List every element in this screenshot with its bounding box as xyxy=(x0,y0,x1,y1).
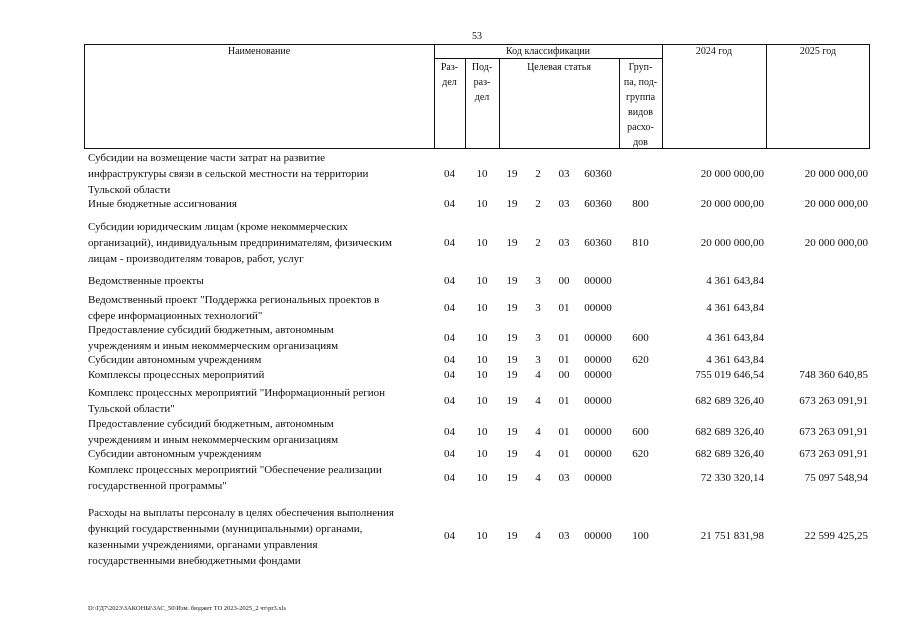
table-row xyxy=(84,385,870,417)
row-name-line: Субсидии на возмещение части затрат на развитие xyxy=(88,152,326,164)
celevaya-part4-cell: 00000 xyxy=(584,395,612,407)
celevaya-part2-cell: 2 xyxy=(535,237,541,249)
celevaya-part4-cell: 60360 xyxy=(584,237,612,249)
row-name-cell xyxy=(88,292,428,324)
celevaya-part3-cell: 03 xyxy=(558,530,570,542)
celevaya-part4-cell: 00000 xyxy=(584,332,612,344)
podrazdel-cell: 10 xyxy=(476,448,488,460)
podrazdel-cell: 10 xyxy=(476,168,488,180)
razdel-cell: 04 xyxy=(444,530,455,542)
razdel-cell: 04 xyxy=(444,448,455,460)
row-name-line: государственной программы" xyxy=(88,480,227,492)
celevaya-part4-cell: 00000 xyxy=(584,472,612,484)
row-name-line: Тульской области xyxy=(88,184,171,196)
row-name-cell xyxy=(88,322,428,354)
podrazdel-cell: 10 xyxy=(476,354,488,366)
celevaya-part2-cell: 2 xyxy=(535,168,541,180)
row-name-line: Расходы на выплаты персоналу в целях обеспечения выполнения xyxy=(88,507,394,519)
row-name-cell xyxy=(88,150,428,198)
celevaya-part4-cell: 00000 xyxy=(584,354,612,366)
celevaya-part4-cell: 00000 xyxy=(584,426,612,438)
celevaya-part2-cell: 2 xyxy=(535,198,541,210)
celevaya-part4-cell: 00000 xyxy=(584,302,612,314)
celevaya-part4-cell: 00000 xyxy=(584,275,612,287)
celevaya-part4-cell: 00000 xyxy=(584,448,612,460)
razdel-cell: 04 xyxy=(444,168,455,180)
celevaya-part4-cell: 60360 xyxy=(584,198,612,210)
celevaya-part2-cell: 4 xyxy=(535,426,541,438)
row-name-cell xyxy=(88,385,428,417)
podrazdel-cell: 10 xyxy=(476,275,488,287)
table-row xyxy=(84,367,870,383)
amount-2024-cell: 682 689 326,40 xyxy=(695,448,764,460)
amount-2025-cell: 20 000 000,00 xyxy=(804,198,868,210)
vid-rashodov-cell: 620 xyxy=(632,354,649,366)
file-path-footer: D:\ГД7\2023\ЗАКОНЫ\ЗАС_50\Изм. бюджет ТО 2023-2025_2 чт\pr3.xls xyxy=(88,605,287,612)
razdel-cell: 04 xyxy=(444,302,455,314)
row-name-cell xyxy=(88,416,428,448)
row-name-line: учреждениям и иным некоммерческим организациям xyxy=(88,434,339,446)
razdel-cell: 04 xyxy=(444,198,455,210)
celevaya-part3-cell: 01 xyxy=(558,426,570,438)
row-name-line: Предоставление субсидий бюджетным, автономным xyxy=(88,324,334,336)
podrazdel-cell: 10 xyxy=(476,237,488,249)
podrazdel-cell: 10 xyxy=(476,530,488,542)
razdel-cell: 04 xyxy=(444,332,455,344)
table-row xyxy=(84,292,870,324)
row-name-line: Тульской области" xyxy=(88,403,175,415)
celevaya-part2-cell: 4 xyxy=(535,472,541,484)
row-name-line: Субсидии автономным учреждениям xyxy=(88,354,262,366)
header-podrazdel: Под- раз- дел xyxy=(471,62,493,103)
celevaya-part1-cell: 19 xyxy=(506,275,518,287)
celevaya-part1-cell: 19 xyxy=(506,369,518,381)
celevaya-part1-cell: 19 xyxy=(506,448,518,460)
row-name-line: Субсидии юридическим лицам (кроме некоммерческих xyxy=(88,221,348,233)
row-name-line: функций государственными (муниципальными) органами, xyxy=(88,523,363,535)
celevaya-part1-cell: 19 xyxy=(506,354,518,366)
vid-rashodov-cell: 600 xyxy=(632,332,649,344)
celevaya-part3-cell: 03 xyxy=(558,168,570,180)
celevaya-part1-cell: 19 xyxy=(506,198,518,210)
row-name-line: Комплексы процессных мероприятий xyxy=(88,369,265,381)
vid-rashodov-cell: 800 xyxy=(632,198,649,210)
vid-rashodov-cell: 620 xyxy=(632,448,649,460)
row-name-line: инфраструктуры связи в сельской местности на территории xyxy=(88,168,369,180)
razdel-cell: 04 xyxy=(444,275,455,287)
amount-2024-cell: 682 689 326,40 xyxy=(695,426,764,438)
celevaya-part1-cell: 19 xyxy=(506,426,518,438)
vid-rashodov-cell: 810 xyxy=(632,237,649,249)
razdel-cell: 04 xyxy=(444,395,455,407)
podrazdel-cell: 10 xyxy=(476,369,488,381)
celevaya-part3-cell: 03 xyxy=(558,472,570,484)
razdel-cell: 04 xyxy=(444,237,455,249)
vid-rashodov-cell: 600 xyxy=(632,426,649,438)
row-name-cell xyxy=(88,446,428,462)
celevaya-part1-cell: 19 xyxy=(506,395,518,407)
header-gruppa: Груп- па, под- группа видов расхо- дов xyxy=(623,62,658,148)
amount-2025-cell: 20 000 000,00 xyxy=(804,237,868,249)
row-name-line: сфере информационных технологий" xyxy=(88,310,263,322)
podrazdel-cell: 10 xyxy=(476,302,488,314)
row-name-line: государственными внебюджетными фондами xyxy=(88,555,301,567)
row-name-line: Субсидии автономным учреждениям xyxy=(88,448,262,460)
celevaya-part1-cell: 19 xyxy=(506,472,518,484)
celevaya-part3-cell: 01 xyxy=(558,448,570,460)
podrazdel-cell: 10 xyxy=(476,426,488,438)
celevaya-part2-cell: 4 xyxy=(535,369,541,381)
row-name-cell xyxy=(88,505,428,569)
amount-2024-cell: 4 361 643,84 xyxy=(706,354,764,366)
celevaya-part3-cell: 01 xyxy=(558,302,570,314)
celevaya-part1-cell: 19 xyxy=(506,168,518,180)
row-name-cell xyxy=(88,219,428,267)
celevaya-part2-cell: 4 xyxy=(535,448,541,460)
row-name-line: Ведомственный проект "Поддержка региональных проектов в xyxy=(88,294,380,306)
razdel-cell: 04 xyxy=(444,426,455,438)
razdel-cell: 04 xyxy=(444,472,455,484)
celevaya-part4-cell: 00000 xyxy=(584,530,612,542)
amount-2024-cell: 4 361 643,84 xyxy=(706,275,764,287)
row-name-line: Ведомственные проекты xyxy=(88,275,204,287)
row-name-line: Иные бюджетные ассигнования xyxy=(88,198,237,210)
row-name-line: организаций), индивидуальным предпринимателям, физическим xyxy=(88,237,392,249)
amount-2024-cell: 20 000 000,00 xyxy=(700,237,764,249)
celevaya-part2-cell: 3 xyxy=(535,332,541,344)
celevaya-part3-cell: 03 xyxy=(558,198,570,210)
podrazdel-cell: 10 xyxy=(476,472,488,484)
row-name-line: учреждениям и иным некоммерческим организациям xyxy=(88,340,339,352)
amount-2025-cell: 75 097 548,94 xyxy=(804,472,868,484)
celevaya-part2-cell: 3 xyxy=(535,354,541,366)
amount-2024-cell: 4 361 643,84 xyxy=(706,302,764,314)
celevaya-part2-cell: 3 xyxy=(535,302,541,314)
row-name-line: Комплекс процессных мероприятий "Информационный регион xyxy=(88,387,386,399)
row-name-cell xyxy=(88,367,428,383)
amount-2025-cell: 673 263 091,91 xyxy=(799,426,868,438)
celevaya-part3-cell: 01 xyxy=(558,332,570,344)
podrazdel-cell: 10 xyxy=(476,198,488,210)
amount-2025-cell: 748 360 640,85 xyxy=(799,369,868,381)
amount-2024-cell: 4 361 643,84 xyxy=(706,332,764,344)
header-celevaya: Целевая статья xyxy=(527,62,591,73)
table-row xyxy=(84,505,870,567)
celevaya-part2-cell: 4 xyxy=(535,395,541,407)
amount-2024-cell: 20 000 000,00 xyxy=(700,198,764,210)
podrazdel-cell: 10 xyxy=(476,395,488,407)
amount-2025-cell: 673 263 091,91 xyxy=(799,448,868,460)
row-name-line: Комплекс процессных мероприятий "Обеспечение реализации xyxy=(88,464,382,476)
table-row xyxy=(84,219,870,267)
celevaya-part1-cell: 19 xyxy=(506,332,518,344)
table-row xyxy=(84,322,870,354)
row-name-cell xyxy=(88,196,428,212)
table-row xyxy=(84,196,870,212)
podrazdel-cell: 10 xyxy=(476,332,488,344)
celevaya-part3-cell: 00 xyxy=(558,275,570,287)
razdel-cell: 04 xyxy=(444,369,455,381)
row-name-cell xyxy=(88,273,428,289)
celevaya-part3-cell: 01 xyxy=(558,354,570,366)
row-name-cell xyxy=(88,352,428,368)
table-row xyxy=(84,462,870,494)
table-row xyxy=(84,352,870,368)
amount-2025-cell: 20 000 000,00 xyxy=(804,168,868,180)
celevaya-part3-cell: 01 xyxy=(558,395,570,407)
celevaya-part3-cell: 03 xyxy=(558,237,570,249)
razdel-cell: 04 xyxy=(444,354,455,366)
row-name-line: казенными учреждениями, органами управления xyxy=(88,539,318,551)
celevaya-part1-cell: 19 xyxy=(506,530,518,542)
amount-2024-cell: 682 689 326,40 xyxy=(695,395,764,407)
table-row xyxy=(84,416,870,448)
celevaya-part1-cell: 19 xyxy=(506,302,518,314)
header-code: Код классификации xyxy=(505,46,591,57)
table-header xyxy=(84,44,870,149)
table-row xyxy=(84,150,870,198)
header-y2024: 2024 год xyxy=(695,46,733,57)
celevaya-part2-cell: 3 xyxy=(535,275,541,287)
header-razdel: Раз- дел xyxy=(440,62,459,88)
row-name-line: Предоставление субсидий бюджетным, автономным xyxy=(88,418,334,430)
amount-2024-cell: 72 330 320,14 xyxy=(700,472,764,484)
amount-2025-cell: 673 263 091,91 xyxy=(799,395,868,407)
amount-2024-cell: 20 000 000,00 xyxy=(700,168,764,180)
header-y2025: 2025 год xyxy=(799,46,837,57)
celevaya-part2-cell: 4 xyxy=(535,530,541,542)
celevaya-part4-cell: 00000 xyxy=(584,369,612,381)
table-row xyxy=(84,446,870,462)
celevaya-part1-cell: 19 xyxy=(506,237,518,249)
page-number: 53 xyxy=(472,31,482,42)
amount-2025-cell: 22 599 425,25 xyxy=(804,530,868,542)
amount-2024-cell: 755 019 646,54 xyxy=(695,369,764,381)
celevaya-part3-cell: 00 xyxy=(558,369,570,381)
header-name: Наименование xyxy=(227,46,291,57)
celevaya-part4-cell: 60360 xyxy=(584,168,612,180)
amount-2024-cell: 21 751 831,98 xyxy=(700,530,764,542)
table-row xyxy=(84,273,870,289)
row-name-line: лицам - производителям товаров, работ, услуг xyxy=(88,253,304,265)
vid-rashodov-cell: 100 xyxy=(632,530,649,542)
row-name-cell xyxy=(88,462,428,494)
